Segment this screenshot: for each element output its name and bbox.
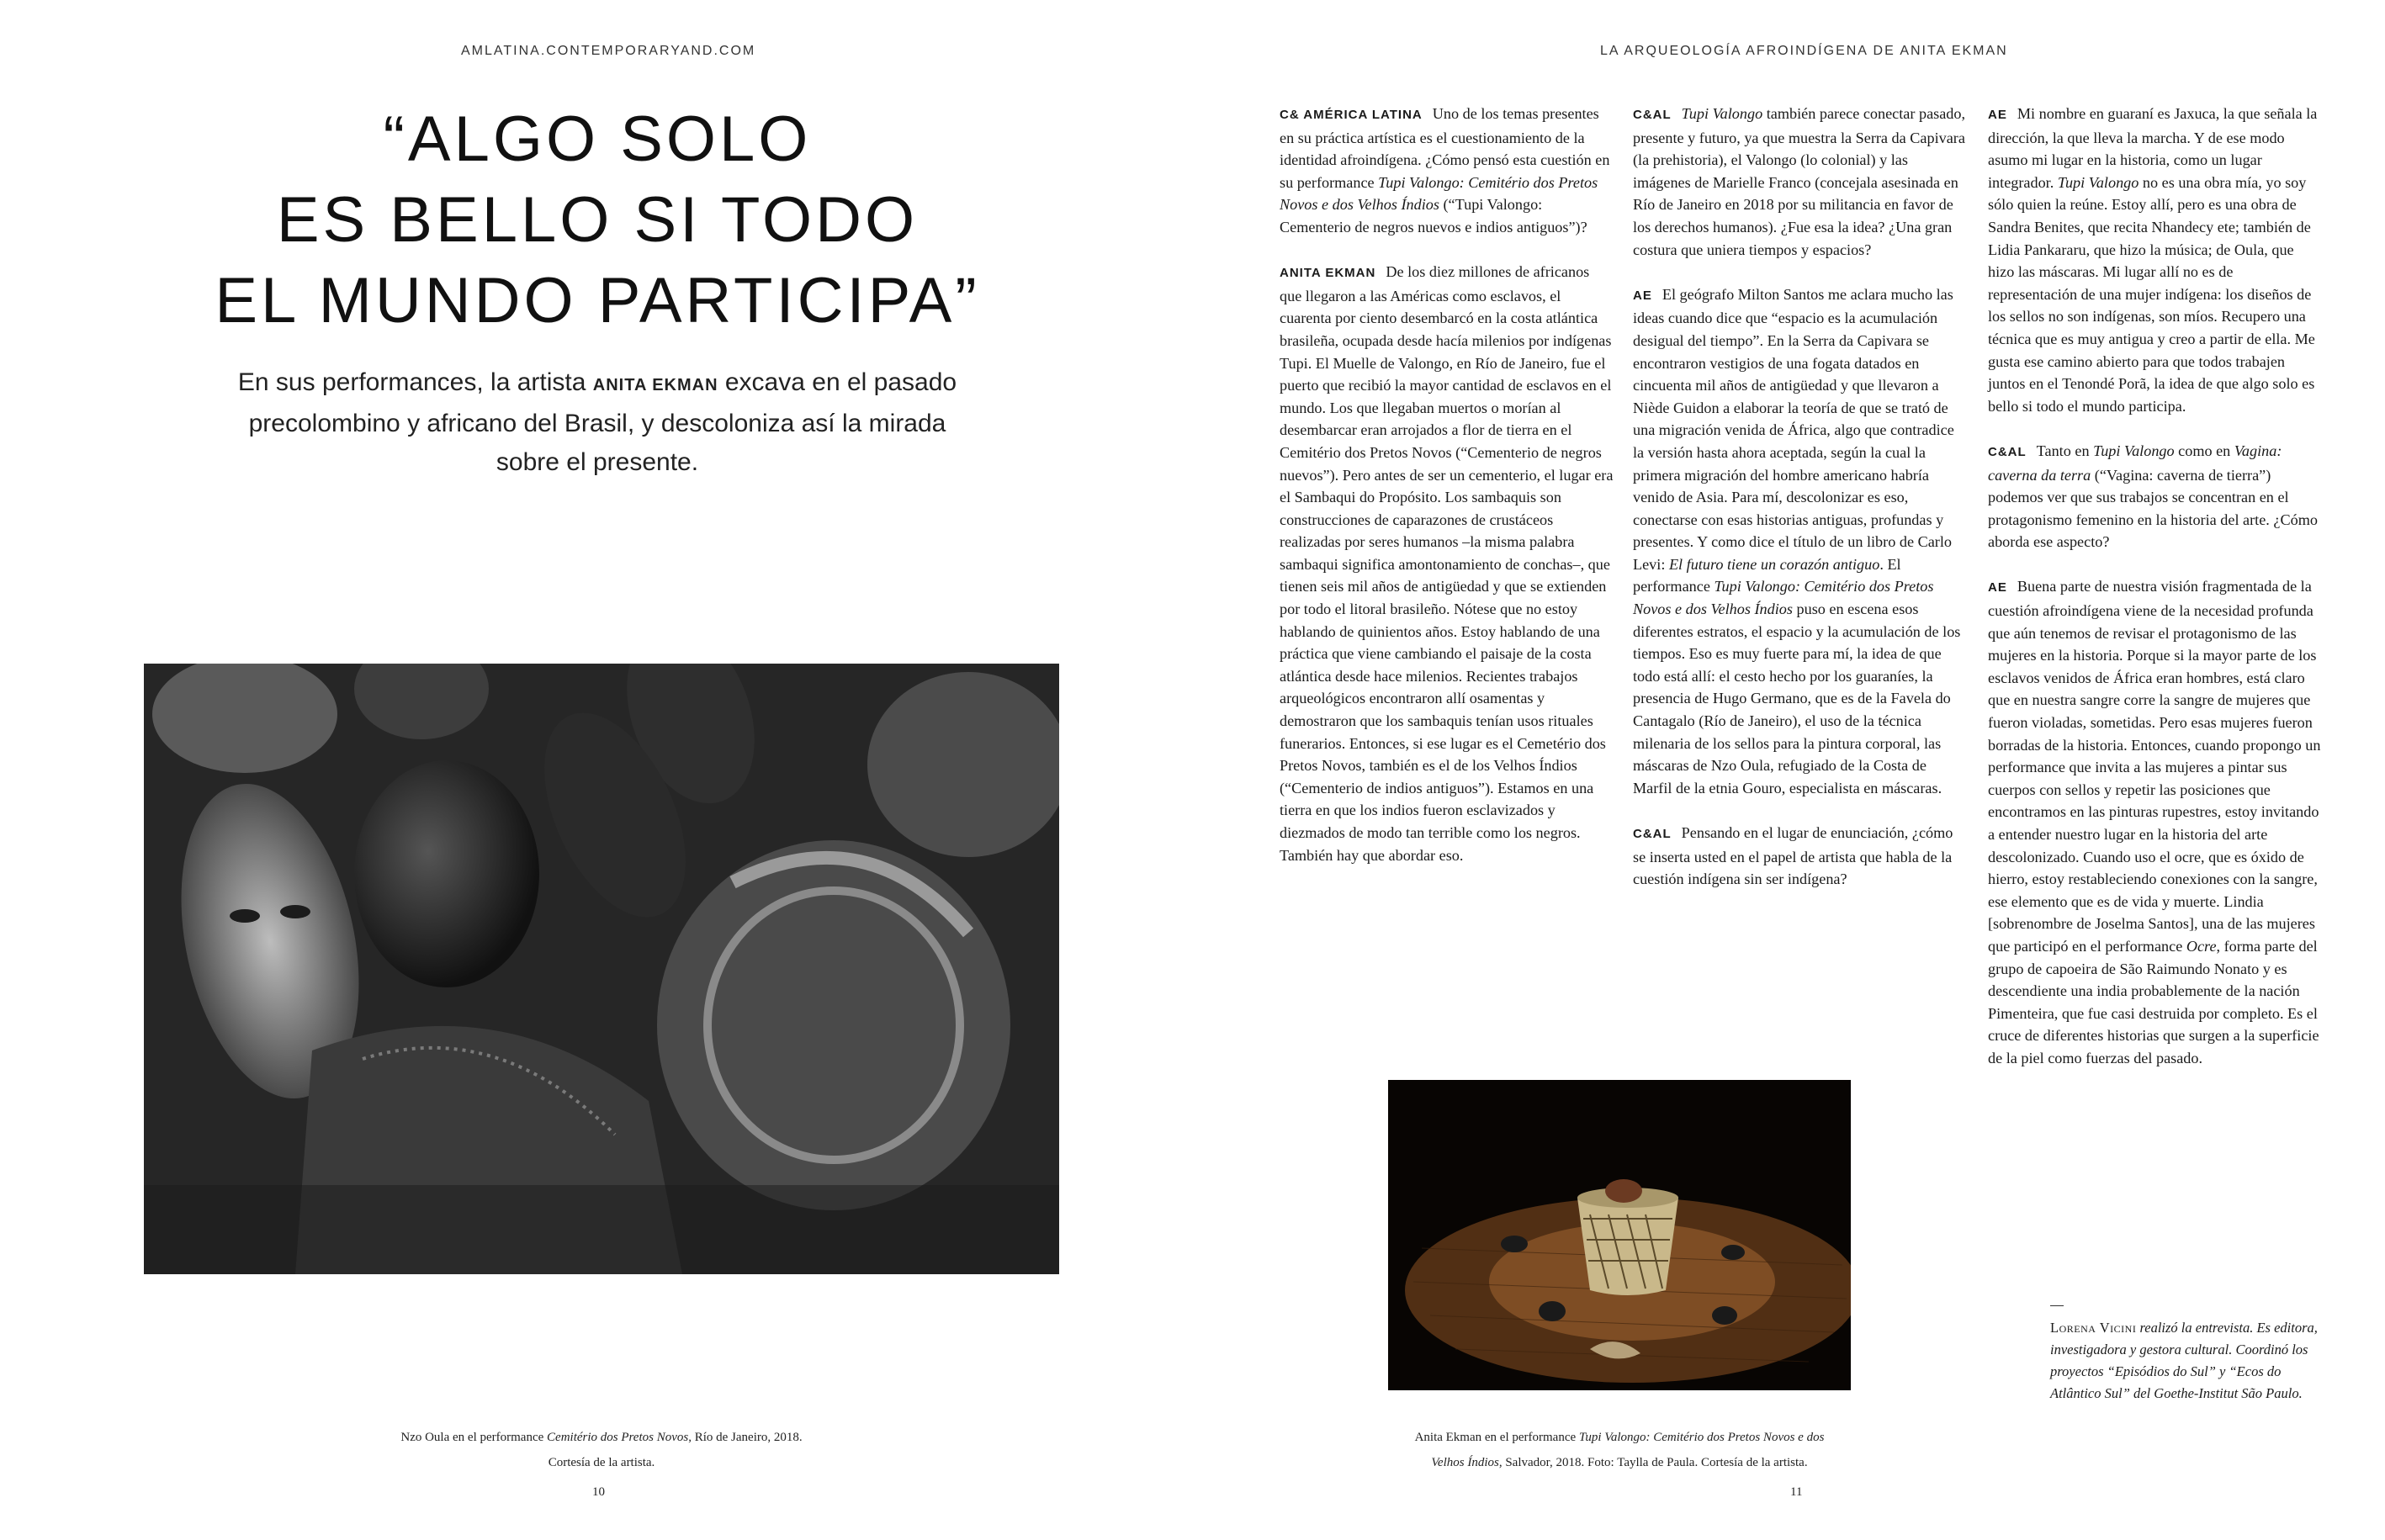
interview-paragraph: C&AL Tupi Valongo también parece conectar pasado, presente y futuro, ya que muestra la Serra da Capivara (la prehistoria), el Valongo (lo colonial) y las imágenes de Marielle Franco (concejala asesinada en Río de Janeiro en 2018 por su militancia en favor de los derechos humanos). ¿Fue esa la idea? ¿Una gran costura que uniera tiempos y espacios? <box>1633 105 1966 258</box>
headline-line-3: EL MUNDO PARTICIPA” <box>215 265 980 336</box>
caption-right <box>1388 1425 1851 1475</box>
speaker-label: AE <box>1633 288 1652 303</box>
performance-photo-basket <box>1388 1080 1851 1390</box>
page-number-right: 11 <box>1790 1485 1803 1499</box>
running-head-left: AMLATINA.CONTEMPORARYAND.COM <box>461 44 756 58</box>
interview-paragraph: C& AMÉRICA LATINA Uno de los temas presentes en su práctica artística es el cuestionamiento de la identidad afroindígena. ¿Cómo pensó esta cuestión en su performance Tupi Valongo: Cemitério dos Pretos Novos e dos Velhos Índios (“Tupi Valongo: Cementerio de negros nuevos e indios antiguos”)? <box>1280 105 1610 235</box>
deck-before: En sus performances, la artista <box>237 368 586 396</box>
deck-artist-name: ANITA EKMAN <box>592 376 718 394</box>
headline <box>151 99 1043 341</box>
caption-right-line-1: Anita Ekman en el performance Tupi Valongo: Cemitério dos Pretos Novos e dos <box>1414 1431 1825 1444</box>
speaker-label: AE <box>1988 580 2007 595</box>
deck-after: excava en el pasado precolombino y africano del Brasil, y descoloniza así la mirada sobre el presente. <box>248 368 957 476</box>
running-head-right: LA ARQUEOLOGÍA AFROINDÍGENA DE ANITA EKMAN <box>1600 44 2008 58</box>
speaker-label: C&AL <box>1988 444 2027 459</box>
basket-photo-illustration <box>1388 1080 1851 1390</box>
interview-paragraph: ANITA EKMAN De los diez millones de africanos que llegaron a las Américas como esclavos, el cuarenta por ciento desembarcó en la costa atlántica brasileña, ocupada desde hacía milenios por indígenas Tupi. El Muelle de Valongo, en Río de Janeiro, fue el puerto que recibió la mayor cantidad de esclavos en el mundo. Los que llegaban muertos o morían al desembarcar eran arrojados a flor de tierra en el Cemitério dos Pretos Novos (“Cementerio de negros nuevos”). Pero antes de ser un cementerio, el lugar era el Sambaqui do Propósito. Los sambaquis son construcciones de caparazones de crustáceos realizadas por seres humanos –la misma palabra sambaqui significa amontonamiento de conchas–, que tienen seis mil años de antigüedad y que se extienden por todo el litoral brasileño. Nótese que no estoy hablando de quinientos años. Estoy hablando de una práctica que viene cambiando el paisaje de la costa atlántica desde hace milenios. Recientes trabajos arqueológicos encontraron allí osamentas y demostraron que los sambaquis tenían usos rituales funerarios. Entonces, si ese lugar es el Cemetério dos Pretos Novos, también es el de los Velhos Índios (“Cementerio de indios antiguos”). Estamos en una tierra en que los indios fueron esclavizados y diezmados de modo tan terrible como los negros. También hay que abordar eso. <box>1280 263 1614 864</box>
deck <box>219 363 976 482</box>
interview-paragraph: AE Buena parte de nuestra visión fragmentada de la cuestión afroindígena viene de la necesidad profunda que aún tenemos de revisar el protagonismo de las mujeres en la historia. Porque si la mayor parte de los esclavos venidos de África eran hombres, está claro que en nuestra sangre corre la sangre de mujeres que fueron violadas, sometidas. Pero esas mujeres fueron borradas de la historia. Entonces, cuando propongo un performance que invita a las mujeres a pintar sus cuerpos con sellos y repetir las posiciones que encontramos en las pinturas rupestres, estoy invitando a entender nuestro lugar en la historia del arte descolonizado. Cuando uso el ocre, que es óxido de hierro, estoy restableciendo conexiones con la sangre, ese elemento que es de vida y muerte. Lindia [sobrenombre de Joselma Santos], una de las mujeres que participó en el performance Ocre, forma parte del grupo de capoeira de São Raimundo Nonato y es descendiente una india probablemente de la nación Pimenteira, que fue casi destruida por completo. Es el cruce de diferentes historias que surgen a la superficie de la piel como fuerzas del pasado. <box>1988 578 2321 1066</box>
interview-paragraph: AE El geógrafo Milton Santos me aclara mucho las ideas cuando dice que “espacio es la acumulación desigual del tiempo”. En la Serra da Capivara se encontraron vestigios de una fogata datados en cincuenta mil años de antigüedad y que llevaron a Niède Guidon a elaborar la teoría de que se trató de una migración venida de África, algo que contradice la versión hasta ahora aceptada, según la cual la primera migración del hombre americano habría venido de Asia. Para mí, descolonizar es eso, conectarse con esas historias antiguas, profundas y presentes. Y como dice el título de un libro de Carlo Levi: El futuro tiene un corazón antiguo. El performance Tupi Valongo: Cemitério dos Pretos Novos e dos Velhos Índios puso en escena esos diferentes estratos, el espacio y la acumulación de los tiempos. Eso es muy fuerte para mí, la idea de que todo está allí: el cesto hecho por los guaraníes, la presencia de Hugo Germano, que es de la Favela do Cantagalo (Río de Janeiro), el uso de la técnica milenaria de los sellos para la pintura corporal, las máscaras de Nzo Oula, refugiado de la Costa de Marfil de la etnia Gouro, especialista en máscaras. <box>1633 285 1961 796</box>
headline-line-1: “ALGO SOLO <box>383 103 812 175</box>
interviewer-credit <box>2050 1317 2328 1405</box>
caption-right-line-2: Velhos Índios, Salvador, 2018. Foto: Taylla de Paula. Cortesía de la artista. <box>1431 1456 1808 1469</box>
interviewer-name: Lorena Vicini <box>2050 1320 2137 1336</box>
interview-column-2 <box>1633 103 1968 913</box>
headline-line-2: ES BELLO SI TODO <box>276 184 919 256</box>
credit-rest: Es editora, investigadora y gestora cultural. Coordinó los proyectos “Episódios do Sul” y “Ecos do Atlântico Sul” del Goethe-Institut São Paulo. <box>2050 1320 2318 1401</box>
caption-left-line-2: Cortesía de la artista. <box>548 1456 655 1469</box>
interview-paragraph: C&AL Pensando en el lugar de enunciación, ¿cómo se inserta usted en el papel de artista que habla de la cuestión indígena sin ser indígena? <box>1633 824 1953 888</box>
speaker-label: C&AL <box>1633 108 1672 122</box>
page-number-left: 10 <box>592 1485 605 1499</box>
left-page <box>0 0 1192 1540</box>
speaker-label: AE <box>1988 108 2007 122</box>
interview-column-1 <box>1280 103 1614 889</box>
interview-paragraph: AE Mi nombre en guaraní es Jaxuca, la que señala la dirección, la que lleva la marcha. Y de ese modo asumo mi lugar en la historia, como un lugar integrador. Tupi Valongo no es una obra mía, yo soy sólo quien la reúne. Estoy allí, pero es una obra de Sandra Benites, que recita Nhandecy ete; también de Lidia Pankararu, que hizo la música; de Oula, que hizo las máscaras. Mi lugar allí no es de representación de una mujer indígena: los diseños de los sellos no son indígenas, son míos. Recupero una técnica que es muy antigua y creo a partir de ella. Me gusta ese camino abierto para que todos trabajen juntos en el Tenondé Porã, la idea de que algo solo es bello si todo el mundo participa. <box>1988 105 2318 415</box>
speaker-label: C& AMÉRICA LATINA <box>1280 108 1423 122</box>
interview-paragraph: C&AL Tanto en Tupi Valongo como en Vagina: caverna da terra (“Vagina: caverna de tierra”) podemos ver que sus trabajos se concentran en el protagonismo femenino en la historia del arte. ¿Cómo aborda ese aspecto? <box>1988 442 2318 551</box>
caption-left-line-1: Nzo Oula en el performance Cemitério dos Pretos Novos, Río de Janeiro, 2018. <box>400 1431 803 1444</box>
masks-photo-illustration <box>144 664 1059 1274</box>
speaker-label: C&AL <box>1633 827 1672 841</box>
credit-dash <box>2050 1305 2064 1306</box>
speaker-label: ANITA EKMAN <box>1280 266 1376 281</box>
performance-photo-masks <box>144 664 1059 1274</box>
interview-column-3 <box>1988 103 2323 1092</box>
credit-line-1: realizó la entrevista. <box>2139 1320 2254 1336</box>
caption-left <box>144 1425 1059 1475</box>
